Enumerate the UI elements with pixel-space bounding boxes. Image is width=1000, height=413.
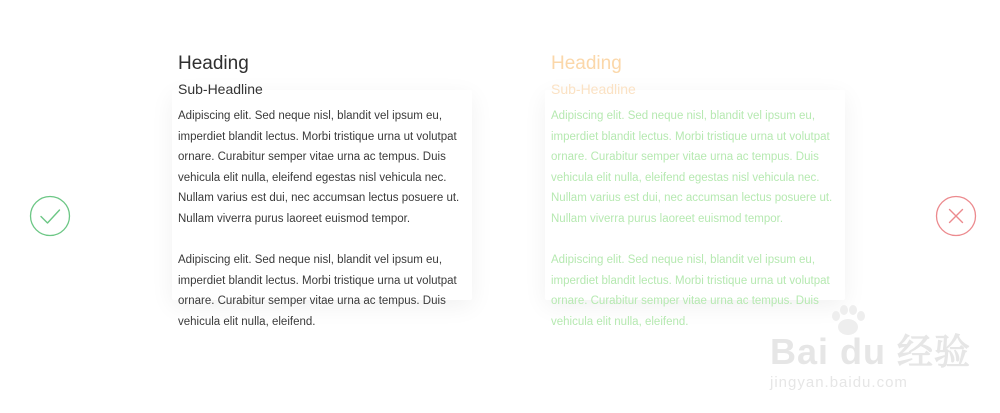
good-paragraph-1: Adipiscing elit. Sed neque nisl, blandit vel ipsum eu, imperdiet blandit lectus. Morbi tristique urna ut volutpat ornare. Curabitur semper vitae urna ac tempus. Duis vehicula elit nulla, eleifend egestas nisl vehicula nec. Nullam varius est dui, nec accumsan lectus posuere ut. Nullam viverra purus laoreet euismod tempor. [178,110,460,225]
good-paragraph-2: Adipiscing elit. Sed neque nisl, blandit vel ipsum eu, imperdiet blandit lectus. Morbi tristique urna ut volutpat ornare. Curabitur semper vitae urna ac tempus. Duis vehicula elit nulla, eleifend. [178,254,457,328]
bad-paragraph-2: Adipiscing elit. Sed neque nisl, blandit vel ipsum eu, imperdiet blandit lectus. Morbi tristique urna ut volutpat ornare. Curabitur semper vitae urna ac tempus. Duis vehicula elit nulla, eleifend. [551,254,830,328]
watermark-url-text: jingyan.baidu.com [770,374,908,391]
good-subheadline: Sub-Headline [178,81,263,97]
bad-subheadline: Sub-Headline [551,81,636,97]
baidu-watermark [770,300,990,400]
good-heading: Heading [178,53,249,74]
cross-icon [935,195,977,237]
watermark-main-text: Bai du 经验 [770,331,972,372]
bad-heading: Heading [551,53,622,74]
good-example-text [178,52,468,332]
bad-example-text [551,52,841,332]
bad-paragraph-1: Adipiscing elit. Sed neque nisl, blandit vel ipsum eu, imperdiet blandit lectus. Morbi tristique urna ut volutpat ornare. Curabitur semper vitae urna ac tempus. Duis vehicula elit nulla, eleifend egestas nisl vehicula nec. Nullam varius est dui, nec accumsan lectus posuere ut. Nullam viverra purus laoreet euismod tempor. [551,110,833,225]
check-icon [29,195,71,237]
